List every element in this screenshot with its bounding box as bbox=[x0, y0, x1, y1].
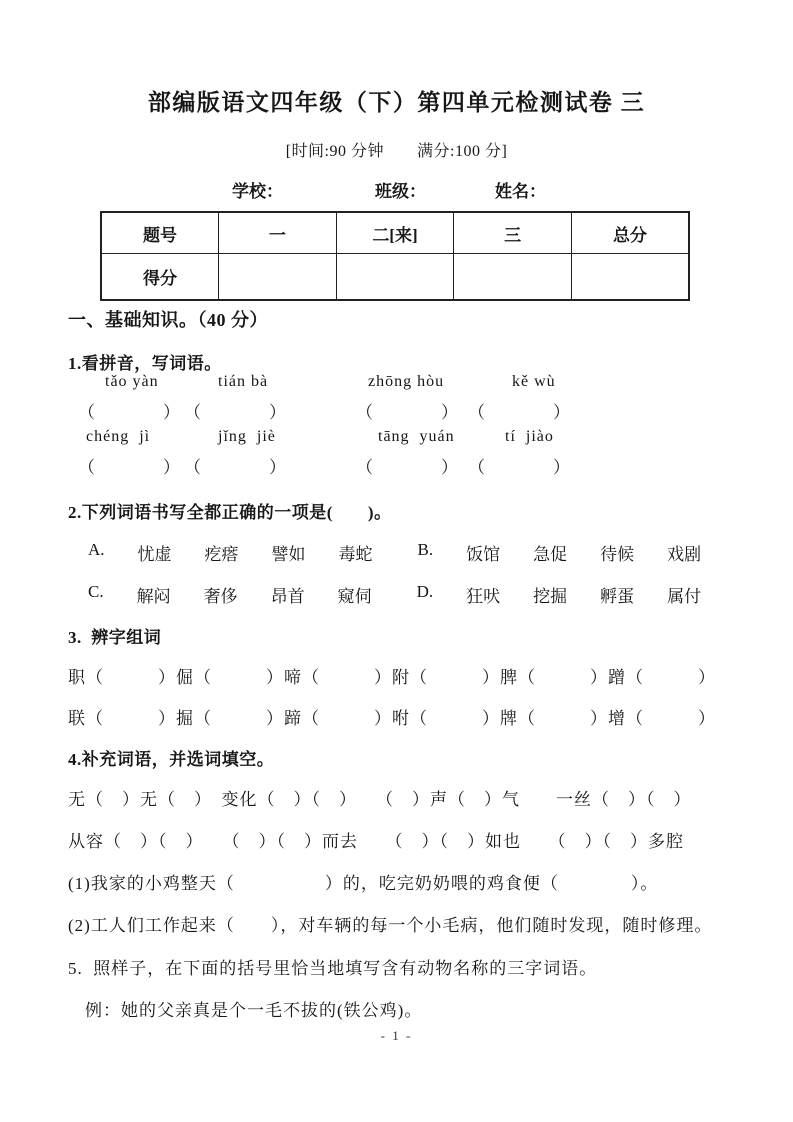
option-word: 窥伺 bbox=[337, 587, 372, 606]
class-field-label: 班级： bbox=[375, 182, 426, 201]
answer-bracket: （ ） bbox=[468, 403, 570, 422]
answer-bracket: （ ） bbox=[184, 458, 286, 477]
option-label: B. bbox=[417, 540, 434, 559]
q5-title: 5. 照样子，在下面的括号里恰当地填写含有动物名称的三字词语。 bbox=[68, 959, 598, 978]
page-number: - 1 - bbox=[380, 1028, 413, 1043]
score-table-header-row bbox=[101, 212, 689, 254]
section-1-heading: 一、基础知识。（40 分） bbox=[68, 310, 268, 330]
option-word: 疙瘩 bbox=[204, 545, 239, 564]
score-empty-cell bbox=[571, 254, 689, 301]
q3-word-row: 职（ ）倔（ ）啼（ ）附（ ）脾（ ）蹭（ ） bbox=[68, 668, 716, 687]
answer-bracket: （ ） bbox=[468, 458, 570, 477]
score-label-cell: 得分 bbox=[101, 254, 219, 301]
q4-idiom-row: 从容（ ）（ ） （ ）（ ）而去 （ ）（ ）如也 （ ）（ ）多腔 bbox=[68, 832, 684, 851]
option-word: 解闷 bbox=[136, 587, 171, 606]
score-table bbox=[100, 211, 690, 301]
option-word: 挖掘 bbox=[533, 587, 568, 606]
option-label: D. bbox=[416, 582, 434, 601]
name-field-label: 姓名： bbox=[495, 182, 546, 201]
score-table-header-cell: 题号 bbox=[101, 212, 219, 254]
q1-title: 1.看拼音，写词语。 bbox=[68, 354, 222, 373]
answer-bracket: （ ） bbox=[356, 403, 458, 422]
option-word: 毒蛇 bbox=[338, 545, 373, 564]
q4-sub-question-2: (2)工人们工作起来（ ），对车辆的每一个小毛病，他们随时发现，随时修理。 bbox=[68, 916, 713, 935]
score-empty-cell bbox=[336, 254, 454, 301]
score-empty-cell bbox=[219, 254, 337, 301]
option-label: A. bbox=[88, 540, 105, 559]
q2-options-row-ab bbox=[88, 540, 701, 565]
q1-pinyin: tí jiào bbox=[505, 428, 554, 445]
option-word: 狂吠 bbox=[466, 587, 501, 606]
q1-pinyin: tǎo yàn bbox=[105, 373, 159, 390]
option-word: 急促 bbox=[533, 545, 568, 564]
option-word: 戏剧 bbox=[667, 545, 702, 564]
option-label: C. bbox=[88, 582, 104, 601]
option-word: 譬如 bbox=[271, 545, 306, 564]
answer-bracket: （ ） bbox=[78, 458, 180, 477]
q3-word-row: 联（ ）掘（ ）蹄（ ）咐（ ）牌（ ）增（ ） bbox=[68, 709, 716, 728]
q2-title: 2.下列词语书写全都正确的一项是( )。 bbox=[68, 503, 392, 522]
option-word: 昂首 bbox=[270, 587, 305, 606]
q5-example: 例：她的父亲真是个一毛不拔的(铁公鸡)。 bbox=[85, 1001, 423, 1020]
school-field-label: 学校： bbox=[232, 182, 283, 201]
q3-title: 3. 辨字组词 bbox=[68, 628, 162, 647]
answer-bracket: （ ） bbox=[184, 403, 286, 422]
answer-bracket: （ ） bbox=[78, 403, 180, 422]
score-table-score-row bbox=[101, 254, 689, 301]
q1-pinyin: tián bà bbox=[218, 373, 269, 390]
score-table-header-cell: 总分 bbox=[571, 212, 689, 254]
option-word: 待候 bbox=[600, 545, 635, 564]
exam-time-score-meta: [时间:90 分钟 满分:100 分] bbox=[285, 143, 508, 160]
q1-pinyin: kě wù bbox=[512, 373, 556, 390]
score-table-header-cell: 一 bbox=[219, 212, 337, 254]
option-word: 孵蛋 bbox=[600, 587, 635, 606]
q2-options-row-cd bbox=[88, 582, 701, 607]
option-word: 奢侈 bbox=[203, 587, 238, 606]
option-word: 属付 bbox=[667, 587, 702, 606]
q4-sub-question-1: (1)我家的小鸡整天（ ）的，吃完奶奶喂的鸡食便（ ）。 bbox=[68, 874, 659, 893]
answer-bracket: （ ） bbox=[356, 458, 458, 477]
option-word: 忧虚 bbox=[137, 545, 172, 564]
q1-pinyin: zhōng hòu bbox=[368, 373, 445, 390]
score-table-header-cell: 三 bbox=[454, 212, 572, 254]
q4-title: 4.补充词语，并选词填空。 bbox=[68, 750, 275, 769]
q1-pinyin: tāng yuán bbox=[378, 428, 455, 445]
page-title: 部编版语文四年级（下）第四单元检测试卷 三 bbox=[147, 90, 646, 115]
q1-pinyin: jǐng jiè bbox=[218, 428, 276, 445]
score-table-header-cell: 二[来] bbox=[336, 212, 454, 254]
option-word: 饭馆 bbox=[466, 545, 501, 564]
q1-pinyin: chéng jì bbox=[86, 428, 151, 445]
score-empty-cell bbox=[454, 254, 572, 301]
q4-idiom-row: 无（ ）无（ ） 变化（ ）（ ） （ ）声（ ）气 一丝（ ）（ ） bbox=[68, 790, 692, 809]
